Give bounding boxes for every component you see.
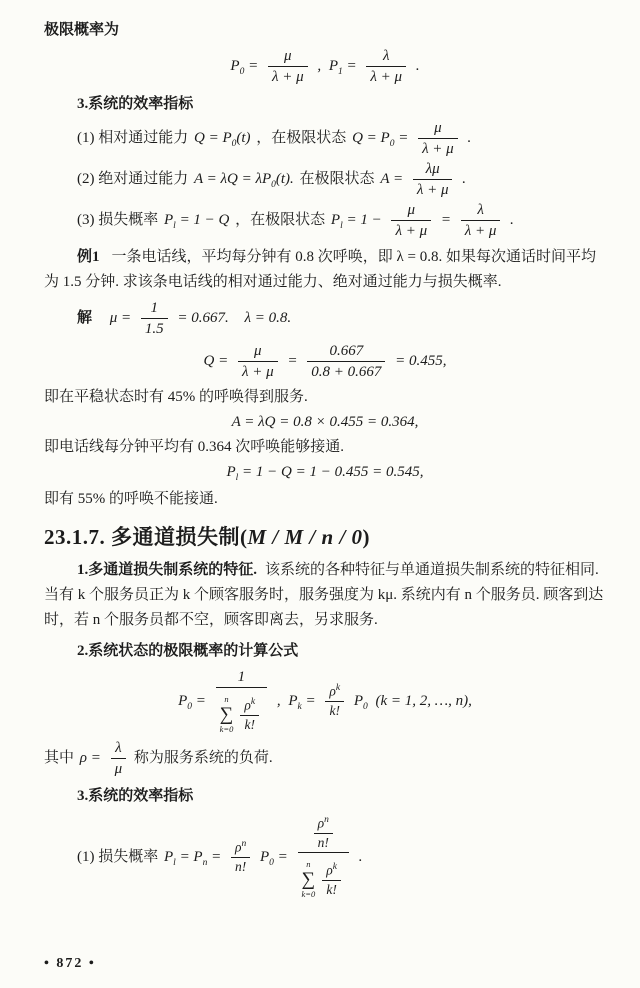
fraction [141,299,168,338]
fraction-numerator: μ [391,201,431,221]
summation [302,860,316,900]
subscript: 0 [239,66,245,77]
var-rho: ρ [244,697,251,713]
math-run [194,170,294,190]
var-p: P [353,692,364,709]
fraction-denominator: k! [326,881,337,897]
fraction-numerator: λ [461,201,501,221]
connect-note: 即电话线每分钟平均有 0.364 次呼唤能够接通. [44,439,345,455]
math-text: = 1 − [342,211,382,228]
separator: , [276,692,281,709]
var-p: P [330,211,341,228]
sum-lower-limit: k=0 [219,724,234,735]
page-number: • 872 • [44,956,96,971]
subscript: 0 [231,138,237,149]
fraction-numerator: λ [366,47,406,67]
subscript: 0 [363,701,368,712]
fraction-denominator: λ + μ [395,223,428,239]
service-note: 即在平稳状态时有 45% 的呼唤得到服务. [44,389,308,405]
math-run: A = [380,170,404,187]
state-probability-formula [44,668,606,735]
fraction-denominator: λ + μ [422,141,454,157]
fraction-numerator: 1 [216,668,267,688]
item-lead: (1) 相对通过能力 [77,129,189,146]
limit-formula-heading: 2.系统状态的极限概率的计算公式 [77,643,299,659]
sum-upper-limit: n [306,859,311,870]
sum-lower-limit: k=0 [301,889,316,900]
equals: = [207,848,222,865]
item-relative-capacity [44,119,606,158]
equals: = [287,352,298,369]
var-p: P [226,464,236,480]
fraction [240,697,259,733]
math-run: Q = [203,352,229,369]
fraction-numerator: μ [238,342,278,362]
math-run: = 0.455, [395,352,447,369]
fraction [238,342,278,381]
var-p: P [288,692,298,709]
sum-row [302,860,345,900]
math-run [353,692,368,712]
example-paragraph [44,245,606,295]
fraction [461,201,501,240]
subscript: l [173,857,176,868]
a-calculation [44,414,606,431]
loss-note: 即有 55% 的呼唤不能接通. [44,491,218,507]
fraction [391,201,431,240]
item-absolute-capacity [44,160,606,199]
fraction-denominator: k! [244,716,256,732]
efficiency-heading: 3.系统的效率指标 [77,96,194,112]
paren-close: ) [362,525,371,549]
subscript: 0 [187,701,193,712]
fraction-denominator: λ + μ [271,69,304,85]
math-run [328,57,357,77]
fraction-numerator: λ [111,739,127,759]
feature-paragraph [44,558,606,633]
subscript: k [297,701,302,712]
solution-line [44,299,606,338]
var-rho: ρ [329,683,336,699]
math-run: ρ = [79,749,101,766]
fraction [325,683,344,719]
var-rho: ρ [234,839,242,855]
fraction-numerator: 1 [141,299,168,319]
math-text: Q = P [352,129,390,146]
fraction-numerator [231,839,250,858]
subscript: 0 [269,857,274,868]
fraction-numerator: λμ [413,160,453,180]
queue-model: M / M / n / 0 [247,525,363,549]
math-run: = 0.667. [177,309,229,326]
math-run [352,129,409,149]
period: . [415,57,420,74]
math-text: = 1 − Q [175,211,230,228]
cn-text: 称为服务系统的负荷. [133,749,273,766]
separator: , [317,57,322,74]
fraction-denominator: n! [234,858,247,874]
math-run [164,211,230,231]
subscript: 0 [389,138,395,149]
fraction-denominator: μ [114,760,123,777]
superscript: k [250,696,256,707]
item-lead: (3) 损失概率 [77,211,159,228]
fraction [111,739,127,778]
var-rho: ρ [326,862,333,878]
math-text: (t) [236,129,251,146]
cn-text: 在极限状态 [299,170,375,187]
fraction-denominator: λ + μ [241,364,274,380]
var-p: P [164,848,174,865]
math-run [178,692,206,712]
fraction-numerator [322,862,341,881]
equals: = [273,848,288,865]
equals: = [440,211,451,228]
feature-label: 1.多通道损失制系统的特征. [77,562,258,578]
fraction-numerator [325,683,344,702]
big-fraction [216,668,267,735]
example-text: 一条电话线，平均每分钟有 0.8 次呼唤，即 λ = 0.8. 如果每次通话时间平均为 1.5 分钟. 求该条电话线的相对通过能力、绝对通过能力与损失概率. [44,249,597,290]
math-run [230,57,259,77]
sum-row [220,695,263,735]
subscript: l [173,220,176,231]
var-p: P [230,57,240,74]
fraction [268,47,308,86]
subscript: 1 [338,66,343,77]
fraction-denominator: λ + μ [464,223,497,239]
subscript: n [202,857,208,868]
paren-open: ( [240,525,248,549]
cn-text: ，在极限状态 [256,129,347,146]
fraction [366,47,406,86]
limit-probability-formula [44,47,606,86]
fraction-numerator [298,815,349,853]
feature-text: 该系统的各种特征与单通道损失制系统的特征相同. 当有 k 个服务员正为 k 个顾客服务时，服务强度为 kμ. 系统内有 n 个服务员. 顾客到达时，若 n 个服务员都不空，顾客即离去，另求服务. [44,562,604,628]
fraction-numerator: μ [418,119,458,139]
efficiency-heading-2: 3.系统的效率指标 [77,787,194,804]
p-calculation [44,464,606,483]
math-run: μ = [109,309,132,326]
superscript: k [332,861,337,872]
math-text: A = λQ = λP [194,170,272,187]
period: . [510,211,514,228]
var-p: P [328,57,339,74]
item-lead: (2) 绝对通过能力 [77,170,189,187]
loss-probability-formula [44,815,606,900]
var-p: P [178,692,188,709]
solution-label: 解 [77,309,93,326]
sum-upper-limit: n [224,694,229,704]
subscript: 0 [271,179,276,190]
section-heading [44,522,606,552]
fraction-denominator: λ + μ [416,182,449,198]
fraction [418,119,458,158]
fraction [413,160,453,199]
subscript: l [235,473,239,483]
period: . [462,170,466,187]
var-rho: ρ [317,815,325,831]
item-lead: (1) 损失概率 [77,848,159,865]
var-p: P [164,211,174,228]
cn-text: 其中 [44,749,75,766]
fraction-denominator: 1.5 [144,321,164,337]
sigma-symbol: ∑ [219,704,234,726]
superscript: k [335,683,341,694]
fraction-denominator [298,853,349,900]
section-number-title: 23.1.7. 多通道损失制 [44,525,240,549]
fraction-denominator: 0.8 + 0.667 [311,364,382,380]
fraction [231,839,250,875]
equals: = [346,57,357,74]
item-loss-probability [44,201,606,240]
fraction [307,342,385,381]
summation [220,695,234,735]
q-calculation [44,342,606,381]
fraction-numerator: 0.667 [307,342,385,362]
numerator-row [310,815,337,851]
load-definition [44,739,606,778]
fraction [322,862,341,898]
fraction-numerator [314,815,333,834]
fraction-denominator: λ + μ [370,69,403,85]
equals: = [248,57,259,74]
sigma-symbol: ∑ [301,869,316,891]
equals: = [394,129,409,146]
example-label: 例1 [77,249,100,265]
math-run [226,464,424,483]
period: . [358,848,363,865]
math-text: = 1 − Q = 1 − 0.455 = 0.545, [238,464,424,480]
fraction-denominator: k! [329,703,340,719]
cn-text: ，在极限状态 [235,211,326,228]
subscript: l [340,220,343,231]
fraction-denominator: n! [317,834,329,850]
math-run: λ = 0.8. [244,309,292,326]
math-run [288,692,316,712]
superscript: n [241,839,247,850]
math-run [194,129,251,149]
fraction-numerator [240,697,259,716]
range-condition: (k = 1, 2, …, n), [375,692,472,709]
math-run [330,211,382,231]
equals: = P [175,848,203,865]
equals: = [301,692,316,709]
math-run: A = λQ = 0.8 × 0.455 = 0.364, [231,414,419,430]
superscript: n [324,815,329,826]
big-fraction [298,815,349,900]
var-p: P [259,848,270,865]
math-run [164,848,222,868]
math-text: (t). [275,170,294,187]
fraction-denominator [216,688,267,735]
lead-text: 极限概率为 [44,22,120,38]
period: . [467,129,472,146]
equals: = [192,692,206,709]
fraction [314,815,333,851]
fraction-numerator: μ [268,47,308,67]
math-run [259,848,288,868]
math-text: Q = P [194,129,232,146]
